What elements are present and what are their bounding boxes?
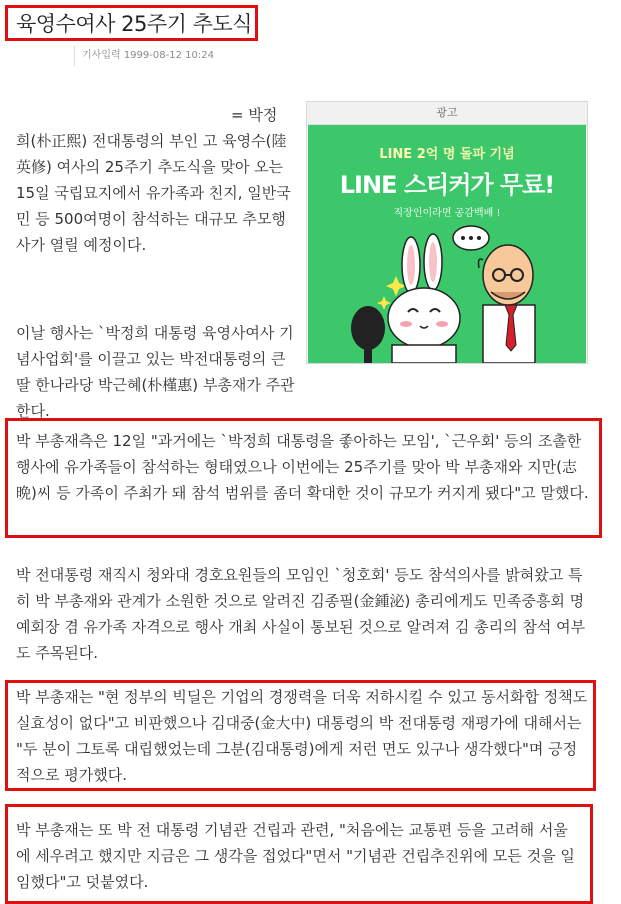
ad-label: 광고 <box>307 102 587 125</box>
ad-tagline: 직장인이라면 공감백배 ! <box>393 208 501 219</box>
title-highlight-box <box>5 5 258 41</box>
article-paragraph-2: 이날 행사는 `박정희 대통령 육영사여사 기념사업회'를 이끌고 있는 박전대통령의 큰딸 한나라당 박근혜(朴槿惠) 부총재가 주관한다. <box>16 324 295 420</box>
article-paragraph-5: 박 부총재는 "현 정부의 빅딜은 기업의 경쟁력을 더욱 저하시킬 수 있고 동서화합 정책도 실효성이 없다"고 비판했으나 김대중(金大中) 대통령의 박 전대통령 재평가에 대해서는 "두 분이 그토록 대립했었는데 그분(김대통령)에게 저런 면도 있구나 생각했다"며 긍정적으로 평가했다. <box>16 688 588 784</box>
article-paragraph-1: = 박정희(朴正熙) 전대통령의 부인 고 육영수(陸英修) 여사의 25주기 추도식을 맞아 오는 15일 국립묘지에서 유가족과 친지, 일반국민 등 500여명이 참석하는 대규모 추모행사가 열릴 예정이다. <box>16 106 291 254</box>
article-date: 기사입력 1999-08-12 10:24 <box>74 46 214 66</box>
advertisement[interactable] <box>306 101 588 364</box>
ad-banner[interactable] <box>308 125 586 363</box>
ad-headline-large: LINE 스티커가 무료! <box>339 171 555 199</box>
ad-illustration <box>308 220 586 363</box>
article-title: 육영수여사 25주기 추도식 <box>16 12 252 36</box>
article-paragraph-3: 박 부총재측은 12일 "과거에는 `박정희 대통령을 좋아하는 모임', `근우회' 등의 조촐한 행사에 유가족들이 참석하는 형태였으나 이번에는 25주기를 맞아 박 부총재와 지만(志晩)씨 등 가족이 주최가 돼 참석 범위를 좀더 확대한 것이 규모가 커지게 됐다"고 말했다. <box>16 432 589 502</box>
ad-headline-small: LINE 2억 명 돌파 기념 <box>379 147 515 162</box>
article-paragraph-6: 박 부총재는 또 박 전 대통령 기념관 건립과 관련, "처음에는 교통편 등을 고려해 서울에 세우려고 했지만 지금은 그 생각을 접었다"면서 "기념관 건립추진위에 모든 것을 일임했다"고 덧붙였다. <box>16 821 575 891</box>
article-paragraph-4: 박 전대통령 재직시 청와대 경호요원들의 모임인 `청호회' 등도 참석의사를 밝혀왔고 특히 박 부총재와 관계가 소원한 것으로 알려진 김종필(金鍾泌) 총리에게도 민족중흥회 명예회장 겸 유가족 자격으로 행사 개최 사실이 통보된 것으로 알려져 김 총리의 참석 여부도 주목된다. <box>16 566 586 662</box>
